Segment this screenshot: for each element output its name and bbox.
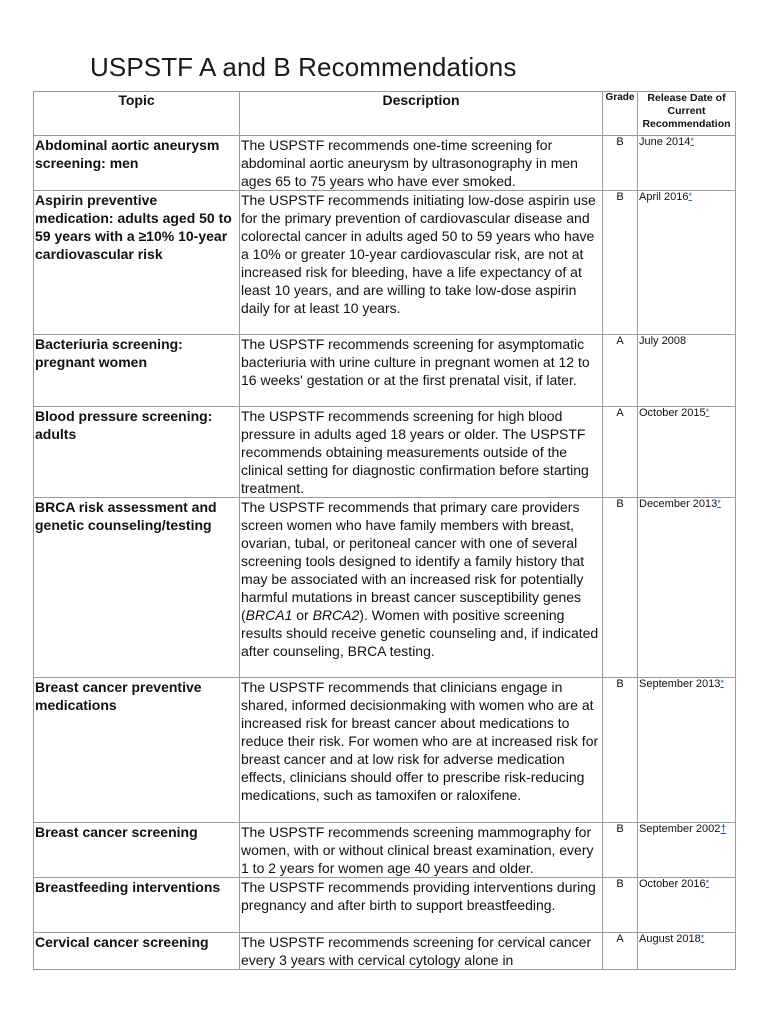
row-topic: Cervical cancer screening bbox=[34, 933, 240, 970]
row-release-date bbox=[638, 335, 736, 407]
row-topic: Breast cancer screening bbox=[34, 823, 240, 878]
table-row bbox=[34, 191, 736, 335]
table-row bbox=[34, 335, 736, 407]
header-grade: Grade bbox=[603, 92, 638, 136]
row-release-date bbox=[638, 878, 736, 933]
row-description: The USPSTF recommends screening for cervical cancer every 3 years with cervical cytology alone in bbox=[240, 933, 603, 970]
row-release-date bbox=[638, 498, 736, 678]
row-description: The USPSTF recommends that clinicians engage in shared, informed decisionmaking with women who are at increased risk for breast cancer about medications to reduce their risk. For women who are at increased risk for breast cancer and at low risk for adverse medication effects, clinicians should offer to prescribe risk-reducing medications, such as tamoxifen or raloxifene. bbox=[240, 678, 603, 823]
footnote-link[interactable]: * bbox=[705, 407, 710, 417]
row-release-date bbox=[638, 678, 736, 823]
row-release-date bbox=[638, 136, 736, 191]
row-release-date bbox=[638, 823, 736, 878]
row-release-date bbox=[638, 933, 736, 970]
recommendations-table bbox=[33, 91, 736, 970]
footnote-link[interactable]: * bbox=[700, 933, 705, 943]
table-row bbox=[34, 678, 736, 823]
row-grade: B bbox=[603, 823, 638, 878]
row-topic: Breastfeeding interventions bbox=[34, 878, 240, 933]
table-row bbox=[34, 136, 736, 191]
row-release-date bbox=[638, 191, 736, 335]
row-description: The USPSTF recommends initiating low-dose aspirin use for the primary prevention of cardiovascular disease and colorectal cancer in adults aged 50 to 59 years who have a 10% or greater 10-year cardiovascular risk, are not at increased risk for bleeding, have a life expectancy of at least 10 years, and are willing to take low-dose aspirin daily for at least 10 years. bbox=[240, 191, 603, 335]
header-description: Description bbox=[240, 92, 603, 136]
row-topic: Bacteriuria screening: pregnant women bbox=[34, 335, 240, 407]
table-row bbox=[34, 823, 736, 878]
page-title: USPSTF A and B Recommendations bbox=[90, 52, 517, 82]
row-topic: Breast cancer preventive medications bbox=[34, 678, 240, 823]
date-text: August 2018 bbox=[639, 933, 701, 945]
row-description: The USPSTF recommends screening for high blood pressure in adults aged 18 years or older. The USPSTF recommends obtaining measurements outside of the clinical setting for diagnostic confirmation before starting treatment. bbox=[240, 407, 603, 498]
row-description: The USPSTF recommends screening for asymptomatic bacteriuria with urine culture in pregnant women at 12 to 16 weeks' gestation or at the first prenatal visit, if later. bbox=[240, 335, 603, 407]
footnote-link[interactable]: * bbox=[688, 191, 693, 201]
row-grade: B bbox=[603, 191, 638, 335]
date-text: December 2013 bbox=[639, 498, 718, 510]
row-topic: Abdominal aortic aneurysm screening: men bbox=[34, 136, 240, 191]
table-row bbox=[34, 407, 736, 498]
table-header-row bbox=[34, 92, 736, 136]
row-topic: Aspirin preventive medication: adults aged 50 to 59 years with a ≥10% 10-year cardiovascular risk bbox=[34, 191, 240, 335]
date-text: October 2015 bbox=[639, 407, 706, 419]
row-topic: Blood pressure screening: adults bbox=[34, 407, 240, 498]
row-description: The USPSTF recommends providing interventions during pregnancy and after birth to support breastfeeding. bbox=[240, 878, 603, 933]
footnote-link[interactable]: † bbox=[720, 823, 727, 835]
row-description: The USPSTF recommends screening mammography for women, with or without clinical breast examination, every 1 to 2 years for women age 40 years and older. bbox=[240, 823, 603, 878]
row-grade: A bbox=[603, 407, 638, 498]
footnote-link[interactable]: * bbox=[690, 136, 694, 146]
row-grade: A bbox=[603, 933, 638, 970]
date-text: July 2008 bbox=[639, 335, 687, 347]
row-topic: BRCA risk assessment and genetic counseling/testing bbox=[34, 498, 240, 678]
footnote-link[interactable]: * bbox=[720, 678, 724, 688]
row-description: The USPSTF recommends one-time screening for abdominal aortic aneurysm by ultrasonography in men ages 65 to 75 years who have ever smoked. bbox=[240, 136, 603, 191]
table-row bbox=[34, 878, 736, 933]
row-grade: B bbox=[603, 136, 638, 191]
gene-name-brca1: BRCA1 bbox=[245, 607, 293, 623]
description-text: or bbox=[292, 607, 313, 623]
date-text: October 2016 bbox=[639, 878, 706, 890]
header-topic: Topic bbox=[34, 92, 240, 136]
row-description bbox=[240, 498, 603, 678]
description-text: ). Women with positive screening results should receive genetic counseling and, if indicated after counseling, BRCA testing. bbox=[241, 607, 599, 659]
footnote-link[interactable]: * bbox=[705, 878, 710, 888]
date-text: September 2013 bbox=[639, 678, 721, 690]
row-release-date bbox=[638, 407, 736, 498]
header-release-date: Release Date of Current Recommendation bbox=[638, 92, 736, 136]
gene-name-brca2: BRCA2 bbox=[312, 607, 360, 623]
row-grade: A bbox=[603, 335, 638, 407]
footnote-link[interactable]: * bbox=[717, 498, 721, 508]
date-text: April 2016 bbox=[639, 191, 689, 203]
date-text: September 2002 bbox=[639, 823, 721, 835]
row-grade: B bbox=[603, 678, 638, 823]
date-text: June 2014 bbox=[639, 136, 691, 148]
table-row bbox=[34, 933, 736, 970]
row-grade: B bbox=[603, 878, 638, 933]
row-grade: B bbox=[603, 498, 638, 678]
description-text: The USPSTF recommends that primary care providers screen women who have family members with breast, ovarian, tubal, or peritoneal cancer with one of several screening tools designed to identify a family history that may be associated with an increased risk for potentially harmful mutations in breast cancer susceptibility genes ( bbox=[241, 499, 585, 623]
table-row bbox=[34, 498, 736, 678]
